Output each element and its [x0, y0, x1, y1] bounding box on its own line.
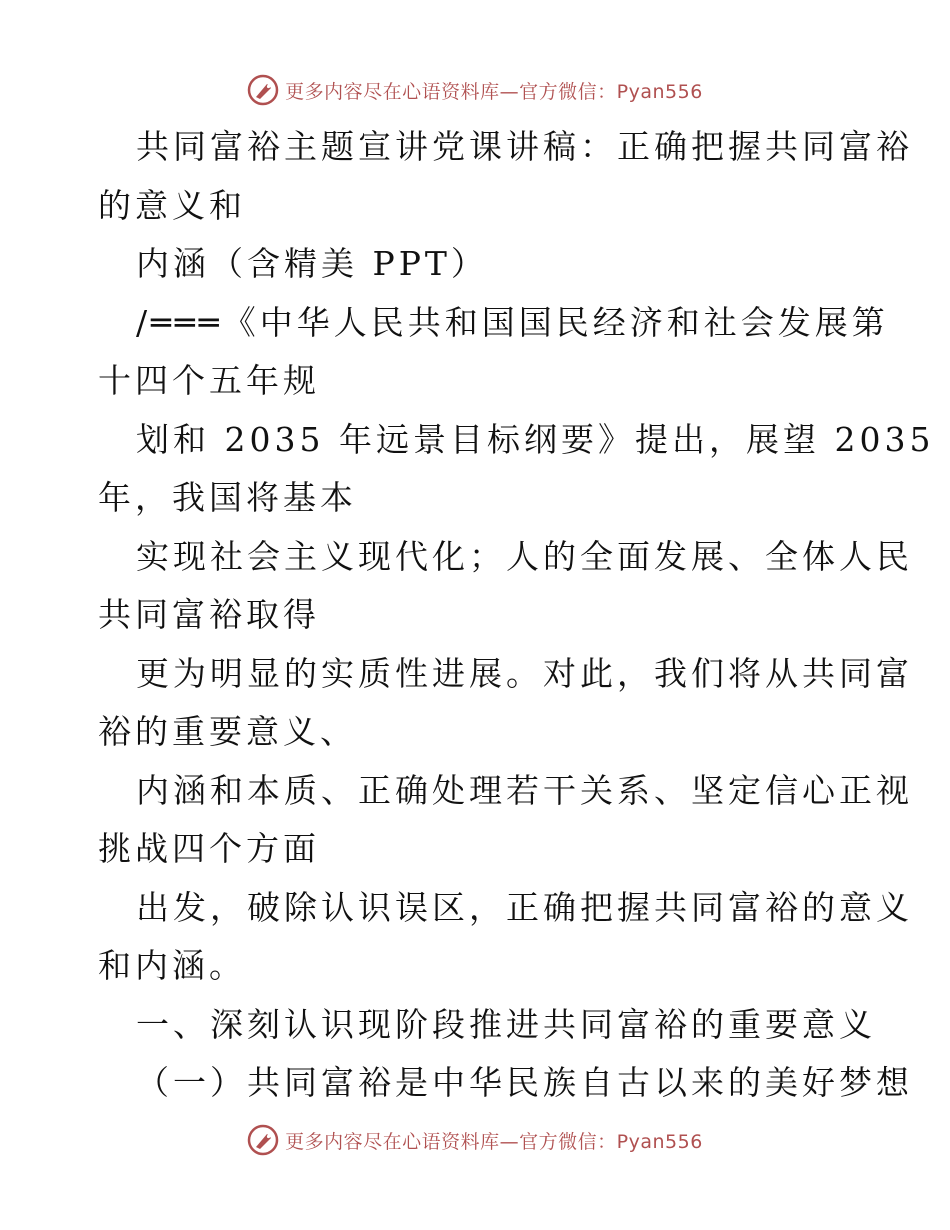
banner-text: 更多内容尽在心语资料库—官方微信：Pyan556	[285, 1130, 703, 1153]
text-line: 出发，破除认识误区，正确把握共同富裕的意义	[136, 887, 913, 927]
text-line: 裕的重要意义、	[98, 712, 357, 751]
banner-text: 更多内容尽在心语资料库—官方微信：Pyan556	[285, 80, 703, 103]
pen-nib-icon	[247, 1124, 279, 1156]
pen-nib-icon	[247, 74, 279, 106]
text-line: 内涵（含精美 PPT）	[136, 244, 488, 283]
text-line: 共同富裕取得	[98, 595, 320, 634]
text-line: 年，我国将基本	[98, 478, 357, 517]
document-body	[98, 118, 935, 1113]
text-line: 的意义和	[98, 185, 246, 225]
text-line: 和内涵。	[98, 946, 246, 985]
footer-banner	[0, 1120, 950, 1160]
text-line: 十四个五年规	[98, 361, 320, 400]
text-line: 实现社会主义现代化；人的全面发展、全体人民	[136, 536, 913, 576]
header-banner	[0, 70, 950, 110]
text-line: 共同富裕主题宣讲党课讲稿：正确把握共同富裕	[136, 127, 913, 166]
text-line: 划和 2035 年远景目标纲要》提出，展望 2035	[136, 419, 935, 459]
text-line: 更为明显的实质性进展。对此，我们将从共同富	[136, 653, 913, 693]
text-line: /═══《中华人民共和国国民经济和社会发展第	[136, 302, 889, 342]
text-line: 内涵和本质、正确处理若干关系、坚定信心正视	[136, 770, 913, 810]
section-heading: 一、深刻认识现阶段推进共同富裕的重要意义	[136, 1004, 876, 1044]
text-line: 挑战四个方面	[98, 829, 320, 868]
subsection-heading: （一）共同富裕是中华民族自古以来的美好梦想	[136, 1063, 913, 1102]
